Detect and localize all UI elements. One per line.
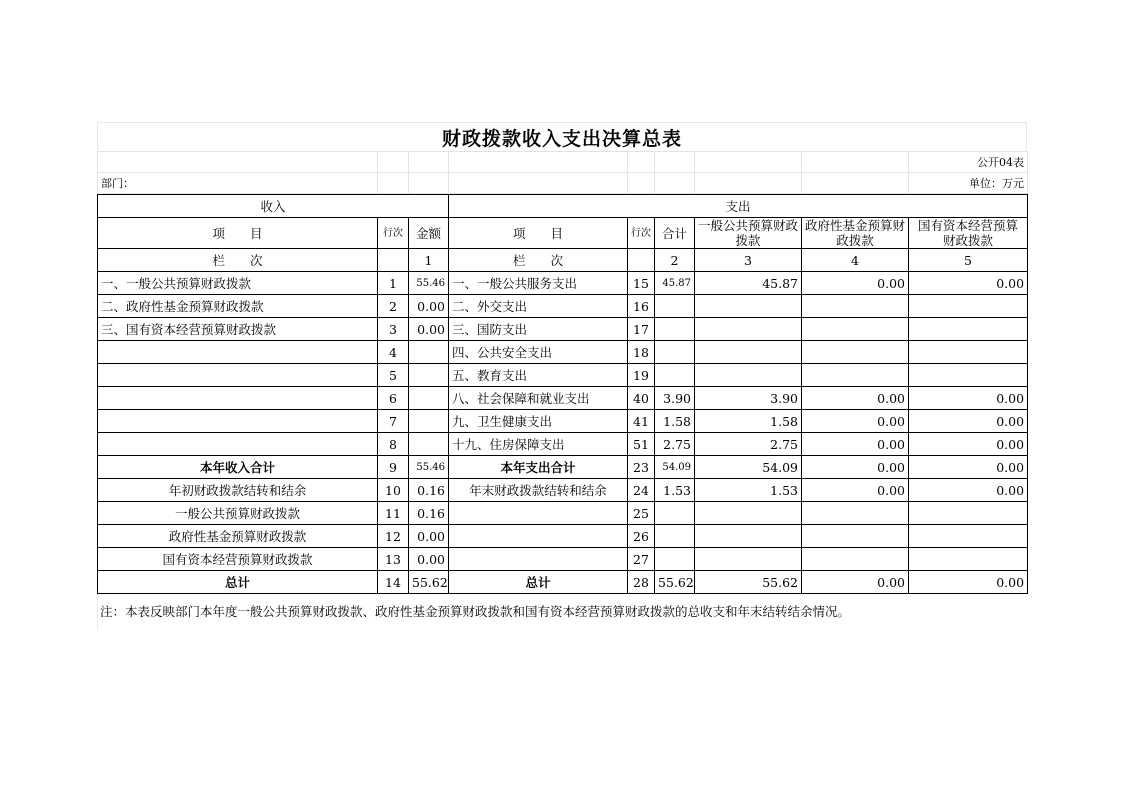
state-capital-amount <box>909 318 1028 341</box>
income-amount <box>409 364 449 387</box>
income-amount: 0.00 <box>409 548 449 571</box>
expense-item: 一、一般公共服务支出 <box>449 272 628 295</box>
income-amount <box>409 341 449 364</box>
general-budget-amount: 1.53 <box>695 479 802 502</box>
income-row-no: 12 <box>378 525 409 548</box>
income-row-no: 8 <box>378 433 409 456</box>
expense-row-no: 16 <box>628 295 655 318</box>
income-amount: 0.16 <box>409 502 449 525</box>
income-item: 三、国有资本经营预算财政拨款 <box>98 318 378 341</box>
state-capital-amount <box>909 364 1028 387</box>
expense-row-no: 17 <box>628 318 655 341</box>
income-item <box>98 433 378 456</box>
state-capital-amount: 0.00 <box>909 571 1028 594</box>
column-number-4: 4 <box>802 249 909 272</box>
meta-table <box>97 151 1028 194</box>
expense-item: 四、公共安全支出 <box>449 341 628 364</box>
state-capital-amount <box>909 341 1028 364</box>
income-row-no: 13 <box>378 548 409 571</box>
gov-fund-amount <box>802 318 909 341</box>
income-item <box>98 387 378 410</box>
income-item: 总计 <box>98 571 378 594</box>
report-title: 财政拨款收入支出决算总表 <box>97 122 1027 151</box>
total-amount: 3.90 <box>655 387 695 410</box>
expense-item: 十九、住房保障支出 <box>449 433 628 456</box>
table-row <box>98 272 1028 295</box>
expense-item: 二、外交支出 <box>449 295 628 318</box>
income-amount: 55.46 <box>409 456 449 479</box>
income-item: 二、政府性基金预算财政拨款 <box>98 295 378 318</box>
total-amount: 45.87 <box>655 272 695 295</box>
general-budget-amount: 54.09 <box>695 456 802 479</box>
income-row-no: 5 <box>378 364 409 387</box>
expense-row-no: 41 <box>628 410 655 433</box>
income-row-no: 10 <box>378 479 409 502</box>
general-budget-amount <box>695 502 802 525</box>
total-amount <box>655 341 695 364</box>
income-amount: 55.62 <box>409 571 449 594</box>
income-item: 一般公共预算财政拨款 <box>98 502 378 525</box>
column-number-1: 1 <box>409 249 449 272</box>
table-row <box>98 341 1028 364</box>
column-number-2: 2 <box>655 249 695 272</box>
income-row-no: 2 <box>378 295 409 318</box>
income-item <box>98 410 378 433</box>
expense-item <box>449 525 628 548</box>
general-budget-amount <box>695 548 802 571</box>
income-header: 收入 <box>98 195 449 218</box>
table-row <box>98 525 1028 548</box>
state-capital-amount: 0.00 <box>909 479 1028 502</box>
gov-fund-amount: 0.00 <box>802 410 909 433</box>
general-budget-amount <box>695 295 802 318</box>
gov-fund-amount: 0.00 <box>802 433 909 456</box>
state-capital-amount: 0.00 <box>909 456 1028 479</box>
expense-item: 五、教育支出 <box>449 364 628 387</box>
total-header: 合计 <box>655 218 695 249</box>
expense-item: 总计 <box>449 571 628 594</box>
table-row <box>98 364 1028 387</box>
total-amount <box>655 364 695 387</box>
total-amount <box>655 525 695 548</box>
total-amount: 54.09 <box>655 456 695 479</box>
unit-label: 单位：万元 <box>909 173 1028 194</box>
income-item-header: 项 目 <box>98 218 378 249</box>
expense-item: 年末财政拨款结转和结余 <box>449 479 628 502</box>
report-sheet <box>97 122 1027 630</box>
gov-fund-amount <box>802 341 909 364</box>
expense-header: 支出 <box>449 195 1028 218</box>
table-row <box>98 433 1028 456</box>
expense-row-no: 40 <box>628 387 655 410</box>
gov-fund-header: 政府性基金预算财政拨款 <box>802 218 909 249</box>
expense-row-no: 51 <box>628 433 655 456</box>
total-amount: 2.75 <box>655 433 695 456</box>
table-row <box>98 387 1028 410</box>
expense-item-header: 项 目 <box>449 218 628 249</box>
income-item: 国有资本经营预算财政拨款 <box>98 548 378 571</box>
general-budget-amount: 1.58 <box>695 410 802 433</box>
total-amount: 1.53 <box>655 479 695 502</box>
gov-fund-amount <box>802 364 909 387</box>
total-amount <box>655 548 695 571</box>
income-item: 年初财政拨款结转和结余 <box>98 479 378 502</box>
state-capital-amount: 0.00 <box>909 387 1028 410</box>
gov-fund-amount: 0.00 <box>802 272 909 295</box>
gov-fund-amount: 0.00 <box>802 456 909 479</box>
column-number-5: 5 <box>909 249 1028 272</box>
gov-fund-amount: 0.00 <box>802 479 909 502</box>
expense-row-no: 23 <box>628 456 655 479</box>
expense-item <box>449 548 628 571</box>
table-row <box>98 548 1028 571</box>
expense-row-no: 27 <box>628 548 655 571</box>
table-row <box>98 456 1028 479</box>
income-column-label: 栏 次 <box>98 249 378 272</box>
general-budget-amount: 2.75 <box>695 433 802 456</box>
total-amount <box>655 502 695 525</box>
income-amount: 0.00 <box>409 295 449 318</box>
expense-item: 九、卫生健康支出 <box>449 410 628 433</box>
income-amount <box>409 387 449 410</box>
income-row-no-header: 行次 <box>378 218 409 249</box>
general-budget-amount <box>695 318 802 341</box>
state-capital-header: 国有资本经营预算财政拨款 <box>909 218 1028 249</box>
gov-fund-amount: 0.00 <box>802 571 909 594</box>
general-budget-header: 一般公共预算财政拨款 <box>695 218 802 249</box>
expense-item: 八、社会保障和就业支出 <box>449 387 628 410</box>
income-amount: 0.00 <box>409 525 449 548</box>
table-row <box>98 502 1028 525</box>
form-code: 公开04表 <box>909 152 1028 173</box>
income-row-no: 4 <box>378 341 409 364</box>
income-row-no: 3 <box>378 318 409 341</box>
footnote: 注：本表反映部门本年度一般公共预算财政拨款、政府性基金预算财政拨款和国有资本经营预算财政拨款的总收支和年末结转结余情况。 <box>97 594 1027 630</box>
income-item: 政府性基金预算财政拨款 <box>98 525 378 548</box>
state-capital-amount: 0.00 <box>909 410 1028 433</box>
general-budget-amount <box>695 364 802 387</box>
expense-row-no: 18 <box>628 341 655 364</box>
income-row-no: 7 <box>378 410 409 433</box>
table-row <box>98 571 1028 594</box>
main-table <box>97 194 1028 594</box>
gov-fund-amount <box>802 525 909 548</box>
general-budget-amount <box>695 341 802 364</box>
state-capital-amount: 0.00 <box>909 272 1028 295</box>
income-item: 本年收入合计 <box>98 456 378 479</box>
income-row-no: 6 <box>378 387 409 410</box>
state-capital-amount <box>909 548 1028 571</box>
expense-item <box>449 502 628 525</box>
expense-column-label: 栏 次 <box>449 249 628 272</box>
income-row-no: 1 <box>378 272 409 295</box>
column-number-3: 3 <box>695 249 802 272</box>
income-row-no: 9 <box>378 456 409 479</box>
expense-row-no-header: 行次 <box>628 218 655 249</box>
income-amount <box>409 433 449 456</box>
total-amount <box>655 295 695 318</box>
general-budget-amount <box>695 525 802 548</box>
state-capital-amount <box>909 295 1028 318</box>
income-item <box>98 341 378 364</box>
total-amount: 55.62 <box>655 571 695 594</box>
table-row <box>98 410 1028 433</box>
expense-row-no: 28 <box>628 571 655 594</box>
expense-row-no: 19 <box>628 364 655 387</box>
income-amount <box>409 410 449 433</box>
department-label: 部门： <box>98 173 378 194</box>
gov-fund-amount <box>802 502 909 525</box>
income-amount: 55.46 <box>409 272 449 295</box>
income-item: 一、一般公共预算财政拨款 <box>98 272 378 295</box>
state-capital-amount <box>909 525 1028 548</box>
gov-fund-amount <box>802 548 909 571</box>
general-budget-amount: 45.87 <box>695 272 802 295</box>
income-row-no: 11 <box>378 502 409 525</box>
state-capital-amount: 0.00 <box>909 433 1028 456</box>
data-rows <box>98 272 1028 594</box>
expense-item: 本年支出合计 <box>449 456 628 479</box>
state-capital-amount <box>909 502 1028 525</box>
table-row <box>98 318 1028 341</box>
expense-row-no: 24 <box>628 479 655 502</box>
expense-item: 三、国防支出 <box>449 318 628 341</box>
expense-row-no: 15 <box>628 272 655 295</box>
expense-row-no: 25 <box>628 502 655 525</box>
table-row <box>98 479 1028 502</box>
total-amount <box>655 318 695 341</box>
income-amount: 0.00 <box>409 318 449 341</box>
expense-row-no: 26 <box>628 525 655 548</box>
income-item <box>98 364 378 387</box>
gov-fund-amount <box>802 295 909 318</box>
general-budget-amount: 55.62 <box>695 571 802 594</box>
total-amount: 1.58 <box>655 410 695 433</box>
table-row <box>98 295 1028 318</box>
income-row-no: 14 <box>378 571 409 594</box>
gov-fund-amount: 0.00 <box>802 387 909 410</box>
income-amount-header: 金额 <box>409 218 449 249</box>
income-amount: 0.16 <box>409 479 449 502</box>
general-budget-amount: 3.90 <box>695 387 802 410</box>
